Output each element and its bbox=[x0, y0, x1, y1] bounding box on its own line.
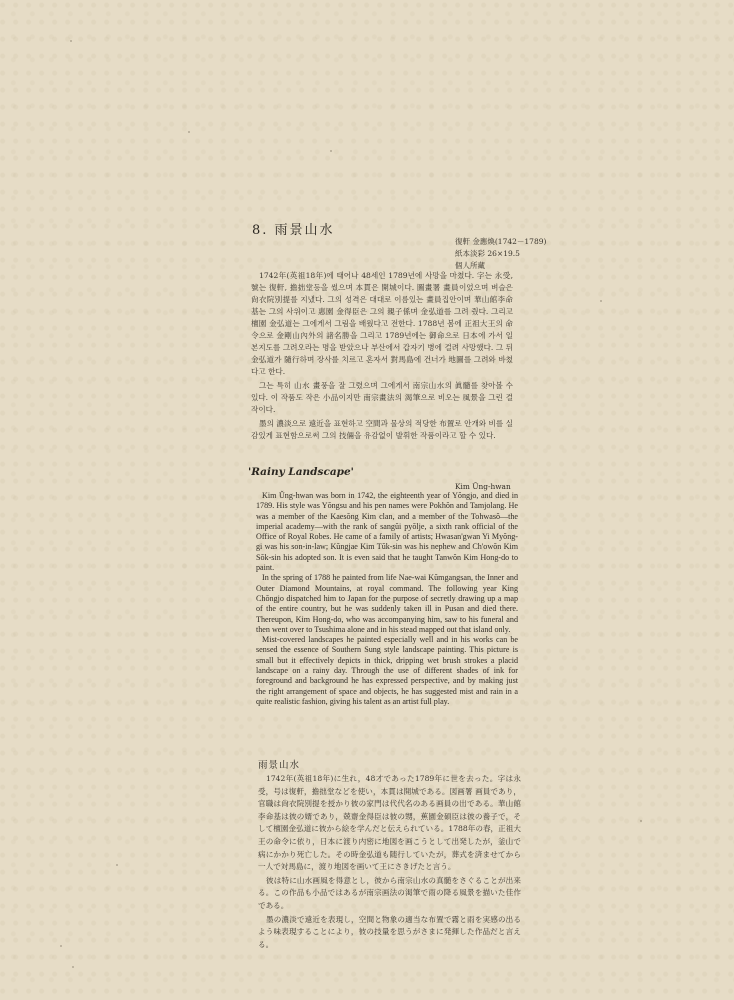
korean-paragraph: 1742年(英祖18年)에 태어나 48세인 1789년에 사망을 마쳤다. 字는 永受, 號는 復軒, 擔拙堂등을 썼으며 本貫은 開城이다. 圖畫署 畫員이었으며 벼슬은 尙衣院別提를 지냈다. 그의 성격은 대대로 이름있는 畫員집안이며 華山館李命基는 그의 사위이고 惠園 金得臣은 그의 親子係며 金弘道를 그려 줬다. 그리고 檀園 金弘道는 그에게서 그림을 배웠다고 전한다. 1788년 봄에 正祖大王의 命令으로 金剛山內外의 諸名勝을 그리고 1789년에는 御命으로 日本에 가서 일본지도를 그려오라는 명을 받았으나 부산에서 갑자기 병에 걸려 사망했다. 그 뒤 金弘道가 隨行하며 장사를 치르고 혼자서 對馬島에 건너가 地圖를 그려와 바쳤다고 한다. bbox=[251, 271, 513, 376]
korean-paragraph: 墨의 濃淡으로 遠近을 표현하고 空間과 물상의 적당한 布置로 안개와 비를 실감있게 표현함으로써 그의 技倆을 유감없이 발휘한 작품이라고 할 수 있다. bbox=[251, 419, 513, 440]
korean-title: 8. 雨景山水 bbox=[252, 223, 335, 238]
meta-collection: 個人所藏 bbox=[455, 261, 485, 270]
meta-artist: 復軒 金應煥(1742－1789) bbox=[455, 237, 547, 246]
english-author: Kim Ŭng-hwan bbox=[455, 482, 511, 491]
english-paragraph: Kim Ŭng-hwan was born in 1742, the eighteenth year of Yŏngjo, and died in 1789. His style was Yŏngsu and his pen names were Pokhŏn and Tamjolang. He was a member of the Kaesŏng Kim clan, and a member of the Tohwasŏ—the imperial academy—with the rank of sangŭi pyŏlje, a sixth rank official of the Office of Royal Robes. He came of a family of artists; Hwasan'gwan Yi Myŏng-gi was his son-in-law; Kŭngjae Kim Tŭk-sin was his nephew and Ch'owŏn Kim Sŏk-sin his adopted son. It is even said that he taught Tanwŏn Kim Hong-do to paint. bbox=[256, 491, 518, 573]
english-title: 'Rainy Landscape' bbox=[248, 466, 354, 478]
japanese-body bbox=[258, 773, 521, 952]
english-body bbox=[256, 491, 518, 707]
meta-medium: 紙本淡彩 26×19.5 bbox=[455, 249, 520, 258]
english-paragraph: In the spring of 1788 he painted from life Nae-wai Kŭmgangsan, the Inner and Outer Diamond Mountains, at royal command. The following year King Chŏngjo dispatched him to Japan for the purpose of secretly drawing up a map of the entire country, but he was suddenly taken ill in Pusan and died there. Thereupon, Kim Hong-do, who was accompanying him, saw to his funeral and then went over to Tsushima alone and in his stead mapped out that island only. bbox=[256, 573, 518, 634]
japanese-paragraph: 墨の濃淡で遠近を表現し，空間と物象の適当な布置で霧と雨を実感の出るよう味表現することにより，彼の技量を思うがさまに発揮した作品だと言える。 bbox=[258, 914, 521, 949]
english-paragraph: Mist-covered landscapes he painted especially well and in his works can be sensed the essence of Southern Sung style landscape painting. This picture is small but it effectively depicts in thick, dripping wet brush strokes a placid landscape on a rainy day. Through the use of different shades of ink for foreground and background he has expressed perspective, and by making just the right arrangement of space and objects, he has suggested mist and rain in a quite realistic fashion, giving his talent as an artist full play. bbox=[256, 635, 518, 706]
korean-paragraph: 그는 특히 山水 畫풍을 잘 그렸으며 그에게서 南宗山水의 眞髓를 찾아볼 수 있다. 이 작품도 작은 小品이지만 南宗畫法의 渴筆으로 비오는 風景을 그린 걸작이다. bbox=[251, 381, 513, 414]
japanese-paragraph: 彼は特に山水画風を得意とし，彼から南宗山水の真髄をさぐることが出来る。この作品も小品ではあるが南宗画法の渇筆で雨の降る風景を描いた佳作である。 bbox=[258, 875, 521, 910]
japanese-paragraph: 1742年(英祖18年)に生れ，48才であった1789年に世を去った。字は永受，号は復軒，擔拙堂などを使い，本貫は開城である。図画署 画員であり，官職は尙衣院別提を授かり彼の家門は代代名のある画員の出である。華山館李命基は彼の婿であり，兢齋金得臣は彼の甥，蕉園金碩臣は彼の養子で，そして檀園金弘道に彼から絵を学んだと伝えられている。1788年の春，正祖大王の命令に依り，日本に渡り内密に地図を画こうとして出発したが，釜山で病にかかり死亡した。その時金弘道も随行していたが，葬式を済ませてから一人で対馬島に，渡り地図を画いて王にさきげたと言う。 bbox=[258, 774, 521, 872]
japanese-title: 雨景山水 bbox=[258, 760, 301, 771]
korean-body bbox=[251, 270, 513, 444]
korean-meta bbox=[455, 236, 546, 272]
